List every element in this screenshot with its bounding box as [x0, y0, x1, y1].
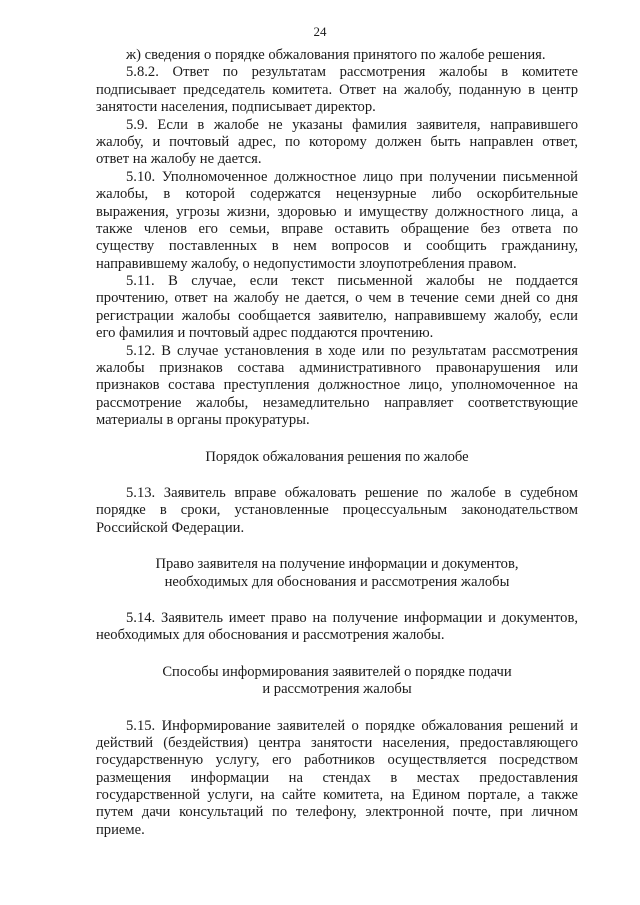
paragraph	[96, 718, 578, 840]
text-line: ж) сведения о порядке обжалования принятого по жалобе решения.	[126, 47, 546, 63]
text-line: жалобы, в которой содержатся нецензурные либо оскорбительные	[96, 186, 578, 203]
text-line: необходимых для обоснования и рассмотрения жалобы.	[96, 627, 445, 644]
paragraph	[96, 343, 578, 430]
text-line: существу поставленных в нем вопросов и сообщить гражданину,	[96, 238, 578, 255]
document-body	[96, 47, 578, 839]
heading-line: Право заявителя на получение информации и документов,	[155, 556, 519, 573]
text-line: также членов его семьи, вправе оставить обращение без ответа по	[96, 220, 578, 237]
section-heading	[96, 449, 578, 466]
text-line: путем дачи консультаций по телефону, электронной почте, при личном	[96, 804, 578, 821]
text-line: регистрации жалобы сообщается заявителю, направившему жалобу, если	[96, 307, 578, 324]
paragraph	[96, 485, 578, 537]
text-line: выражения, угрозы жизни, здоровью и имуществу должностного лица, а	[96, 203, 578, 220]
page-number: 24	[313, 24, 327, 39]
heading-line: Способы информирования заявителей о порядке подачи	[162, 663, 512, 680]
text-line: его фамилия и почтовый адрес поддаются прочтению.	[96, 325, 434, 342]
text-line: 5.11. В случае, если текст письменной жалобы не поддается	[126, 273, 578, 290]
paragraph	[96, 64, 578, 116]
section-heading	[96, 556, 578, 591]
text-line: действий (бездействия) центра занятости населения, предоставляющего	[96, 734, 578, 751]
text-line: 5.10. Уполномоченное должностное лицо при получении письменной	[126, 168, 578, 185]
heading-line: Порядок обжалования решения по жалобе	[205, 448, 469, 465]
paragraph	[96, 169, 578, 273]
text-line: 5.13. Заявитель вправе обжаловать решение по жалобе в судебном	[126, 484, 578, 501]
text-line: жалобы признаков состава административного правонарушения или	[96, 360, 578, 377]
paragraph	[96, 273, 578, 343]
heading-line: и рассмотрения жалобы	[262, 681, 412, 698]
paragraph	[96, 117, 578, 169]
text-line: приеме.	[96, 821, 145, 838]
text-line: государственной услуги, на сайте комитета, на Едином портале, а также	[96, 787, 578, 804]
text-line: 5.8.2. Ответ по результатам рассмотрения жалобы в комитете	[126, 64, 578, 81]
text-line: занятости населения, подписывает директор.	[96, 99, 376, 116]
text-line: Российской Федерации.	[96, 519, 245, 536]
text-line: 5.9. Если в жалобе не указаны фамилия заявителя, направившего	[126, 116, 578, 133]
text-line: прочтению, ответ на жалобу не дается, о чем в течение семи дней со дня	[96, 290, 578, 307]
paragraph	[96, 610, 578, 645]
paragraph	[96, 47, 578, 64]
text-line: размещения информации на стендах в местах предоставления	[96, 769, 578, 786]
text-line: 5.15. Информирование заявителей о порядке обжалования решений и	[126, 717, 578, 734]
text-line: порядке в сроки, установленные процессуальным законодательством	[96, 502, 578, 519]
text-line: 5.14. Заявитель имеет право на получение информации и документов,	[126, 609, 578, 626]
text-line: признаков состава преступления должностное лицо, уполномоченное на	[96, 377, 578, 394]
text-line: 5.12. В случае установления в ходе или по результатам рассмотрения	[126, 342, 578, 359]
text-line: подписывает председатель комитета. Ответ на жалобу, поданную в центр	[96, 81, 578, 98]
text-line: ответ на жалобу не дается.	[96, 151, 262, 168]
text-line: материалы в органы прокуратуры.	[96, 412, 310, 429]
text-line: рассмотрение жалобы, незамедлительно направляет соответствующие	[96, 394, 578, 411]
text-line: государственную услугу, его работников осуществляется посредством	[96, 752, 578, 769]
section-heading	[96, 664, 578, 699]
heading-line: необходимых для обоснования и рассмотрения жалобы	[164, 573, 510, 590]
text-line: направившему жалобу, о недопустимости злоупотребления правом.	[96, 255, 517, 272]
text-line: жалобу, и почтовый адрес, по которому должен быть направлен ответ,	[96, 133, 578, 150]
